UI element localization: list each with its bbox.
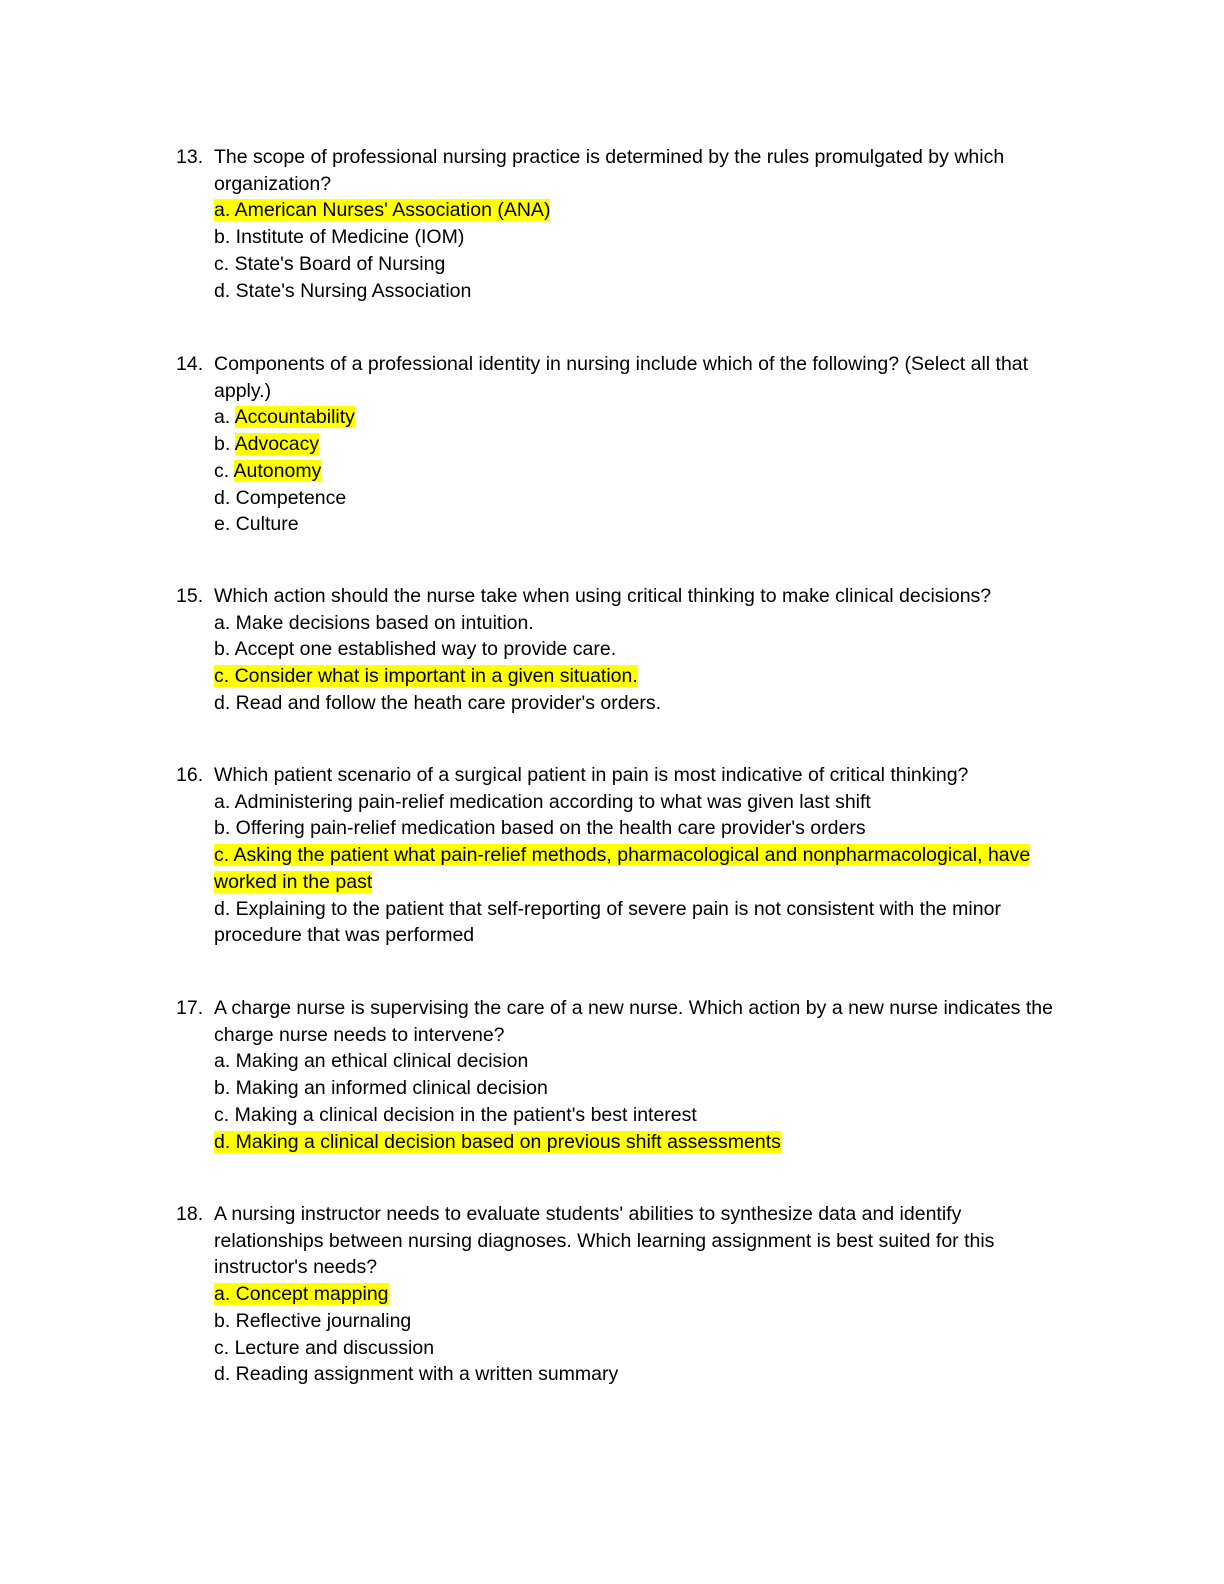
answer-highlight: Advocacy [234,433,320,456]
options-list [176,789,1076,949]
option-c: c. State's Board of Nursing [214,252,446,275]
question-14 [176,351,1076,538]
question-stem [176,351,1076,404]
options-list [176,1048,1076,1155]
stem-line: instructor's needs? [214,1256,378,1279]
option-a: a. Making an ethical clinical decision [214,1050,529,1073]
stem-line: Components of a professional identity in nursing include which of the following? (Select all that [214,353,1029,375]
stem-line: relationships between nursing diagnoses. Which learning assignment is best suited for this [214,1229,995,1252]
option-a: a. Administering pain-relief medication according to what was given last shift [214,790,871,813]
question-number: 18. [176,1203,204,1225]
answer-highlight: Autonomy [233,459,322,482]
stem-line: The scope of professional nursing practice is determined by the rules promulgated by which [214,146,1005,168]
stem-line: organization? [214,172,332,195]
option-d-continued: procedure that was performed [214,924,475,947]
option-d: d. Competence [214,486,347,509]
stem-line: charge nurse needs to intervene? [214,1023,505,1046]
question-17 [176,995,1076,1155]
answer-highlight: c. Consider what is important in a given situation. [214,665,638,688]
option-d: d. Reading assignment with a written summary [214,1363,619,1386]
question-number: 16. [176,764,204,786]
answer-highlight: c. Asking the patient what pain-relief methods, pharmacological and nonpharmacological, have [214,844,1031,867]
options-list [176,404,1076,538]
question-stem [176,583,1076,610]
question-13 [176,144,1076,304]
answer-highlight: d. Making a clinical decision based on previous shift assessments [214,1130,781,1153]
option-b: b. Reflective journaling [214,1309,412,1332]
stem-line: A nursing instructor needs to evaluate students' abilities to synthesize data and identify [214,1203,962,1225]
stem-line: Which action should the nurse take when using critical thinking to make clinical decisions? [214,585,992,607]
option-a [214,197,1076,224]
question-number: 13. [176,146,204,168]
stem-line: apply.) [214,379,272,402]
question-stem [176,1201,1076,1281]
answer-highlight: a. American Nurses' Association (ANA) [214,199,551,222]
option-d: d. State's Nursing Association [214,279,472,302]
question-number: 15. [176,585,204,607]
question-stem [176,144,1076,197]
question-16 [176,762,1076,949]
question-15 [176,583,1076,717]
question-stem [176,995,1076,1048]
option-c: c. Making a clinical decision in the patient's best interest [214,1103,697,1126]
option-b: b. Making an informed clinical decision [214,1077,548,1100]
question-stem [176,762,1076,789]
stem-line: A charge nurse is supervising the care of a new nurse. Which action by a new nurse indicates the [214,997,1053,1019]
option-b: b. Offering pain-relief medication based on the health care provider's orders [214,817,866,840]
option-a: a. Make decisions based on intuition. [214,611,534,634]
options-list [176,610,1076,717]
option-b: b. Accept one established way to provide care. [214,638,617,661]
answer-highlight: a. Concept mapping [214,1283,389,1306]
option-c: c. Lecture and discussion [214,1336,435,1359]
options-list [176,1281,1076,1388]
option-d: d. Read and follow the heath care provider's orders. [214,691,662,714]
option-d [214,1129,1076,1156]
question-number: 17. [176,997,204,1019]
option-b: b. Institute of Medicine (IOM) [214,226,465,249]
option-a: a. Accountability [214,406,355,429]
option-a [214,1281,1076,1308]
question-18 [176,1201,1076,1388]
option-c: c. Autonomy [214,459,322,482]
option-d: d. Explaining to the patient that self-reporting of severe pain is not consistent with the minor [214,897,1001,920]
option-b: b. Advocacy [214,433,320,456]
option-c [214,842,1076,869]
option-c-continued [214,869,1076,896]
options-list [176,197,1076,304]
question-number: 14. [176,353,204,375]
stem-line: Which patient scenario of a surgical patient in pain is most indicative of critical thinking? [214,764,969,786]
option-e: e. Culture [214,513,299,536]
option-c [214,663,1076,690]
answer-highlight: Accountability [234,406,355,429]
answer-highlight: worked in the past [214,870,373,893]
